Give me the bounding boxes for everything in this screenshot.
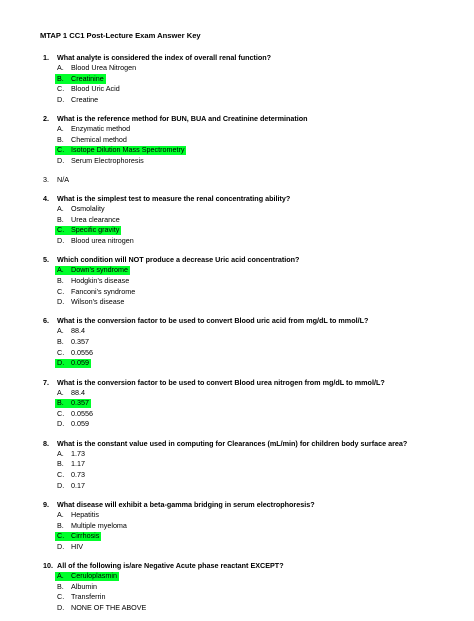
option-letter: B. (57, 275, 64, 285)
option-letter: D. (57, 155, 65, 165)
question-9 (0, 499, 474, 552)
answer-option (0, 481, 474, 492)
answer-option (0, 470, 474, 481)
question-list (0, 52, 474, 621)
document-title: MTAP 1 CC1 Post-Lecture Exam Answer Key (40, 31, 201, 40)
option-text: Ceruloplasmin (71, 571, 117, 581)
question-text: N/A (57, 175, 69, 185)
question-number: 8. (43, 438, 49, 448)
answer-option (0, 236, 474, 247)
question-text: What analyte is considered the index of overall renal function? (57, 53, 272, 62)
option-letter: D. (57, 602, 65, 612)
option-text: Chemical method (71, 134, 127, 144)
answer-option (0, 409, 474, 420)
option-text: Serum Electrophoresis (71, 155, 144, 165)
option-letter: C. (57, 531, 65, 541)
option-text: Blood Urea Nitrogen (71, 63, 137, 72)
answer-option (0, 124, 474, 135)
option-text: Hepatitis (71, 510, 99, 519)
option-text: 0.357 (71, 337, 89, 347)
option-text: Fanconi’s syndrome (71, 286, 136, 296)
answer-option (0, 326, 474, 337)
option-text: Down’s syndrome (71, 265, 128, 275)
option-letter: C. (57, 84, 65, 94)
question-4 (0, 193, 474, 246)
answer-option (0, 582, 474, 593)
option-text: Creatine (71, 94, 99, 104)
answer-option-correct (0, 265, 474, 276)
question-10 (0, 560, 474, 613)
option-letter: B. (57, 398, 64, 408)
option-text: Urea clearance (71, 214, 120, 224)
question-2 (0, 113, 474, 166)
option-text: Creatinine (71, 73, 104, 83)
option-text: 0.059 (71, 419, 89, 429)
question-text: All of the following is/are Negative Acute phase reactant EXCEPT? (57, 561, 284, 571)
answer-option (0, 135, 474, 146)
option-letter: B. (57, 337, 64, 347)
option-text: 88.4 (71, 387, 85, 397)
option-letter: A. (57, 265, 64, 275)
question-number: 1. (43, 53, 49, 62)
option-letter: B. (57, 134, 64, 144)
answer-option (0, 95, 474, 106)
option-text: 0.0556 (71, 347, 93, 357)
answer-option (0, 449, 474, 460)
answer-option (0, 204, 474, 215)
answer-option (0, 156, 474, 167)
option-letter: B. (57, 581, 64, 591)
option-text: 0.73 (71, 470, 85, 480)
answer-option (0, 287, 474, 298)
option-text: Specific gravity (71, 225, 120, 235)
option-text: Blood urea nitrogen (71, 235, 134, 245)
question-line (0, 377, 474, 388)
option-letter: A. (57, 448, 64, 458)
option-text: 1.17 (71, 459, 85, 469)
question-number: 10. (43, 561, 53, 571)
answer-option (0, 388, 474, 399)
option-text: Isotope Dilution Mass Spectrometry (71, 145, 185, 155)
answer-option-correct (0, 74, 474, 85)
option-letter: A. (57, 387, 64, 397)
question-7 (0, 377, 474, 430)
answer-option-correct (0, 225, 474, 236)
question-line (0, 174, 474, 185)
option-letter: A. (57, 124, 64, 134)
option-text: Transferrin (71, 592, 106, 602)
question-line (0, 193, 474, 204)
answer-option (0, 348, 474, 359)
option-letter: A. (57, 204, 64, 214)
option-letter: D. (57, 297, 65, 307)
option-letter: C. (57, 286, 65, 296)
question-text: What is the constant value used in computing for Clearances (mL/min) for children body surface area? (57, 438, 408, 448)
option-letter: D. (57, 541, 65, 551)
answer-option (0, 459, 474, 470)
option-letter: B. (57, 214, 64, 224)
option-text: Blood Uric Acid (71, 84, 120, 94)
answer-option (0, 592, 474, 603)
question-1 (0, 52, 474, 105)
question-line (0, 315, 474, 326)
question-number: 4. (43, 194, 49, 204)
question-text: What is the conversion factor to be used to convert Blood urea nitrogen from mg/dL to mmol/L? (57, 377, 385, 387)
question-number: 7. (43, 377, 49, 387)
option-letter: B. (57, 459, 64, 469)
option-text: Hodgkin’s disease (71, 275, 130, 285)
answer-option (0, 521, 474, 532)
answer-option (0, 542, 474, 553)
answer-option (0, 337, 474, 348)
option-letter: C. (57, 347, 65, 357)
option-letter: A. (57, 326, 64, 336)
option-letter: C. (57, 592, 65, 602)
question-8 (0, 438, 474, 491)
option-letter: D. (57, 235, 65, 245)
question-text: What is the conversion factor to be used to convert Blood uric acid from mg/dL to mmol/L? (57, 316, 369, 326)
question-line (0, 438, 474, 449)
option-text: Wilson’s disease (71, 297, 125, 307)
question-text: What is the reference method for BUN, BUA and Creatinine determination (57, 114, 308, 124)
question-text: Which condition will NOT produce a decrease Uric acid concentration? (57, 255, 300, 265)
option-text: 0.17 (71, 480, 85, 490)
answer-option (0, 215, 474, 226)
option-text: Enzymatic method (71, 124, 131, 134)
option-text: Cirrhosis (71, 531, 100, 541)
question-5 (0, 254, 474, 307)
answer-option-correct (0, 398, 474, 409)
answer-option (0, 276, 474, 287)
question-line (0, 560, 474, 571)
option-letter: A. (57, 510, 64, 519)
answer-option (0, 419, 474, 430)
question-number: 9. (43, 500, 49, 509)
answer-option-correct (0, 531, 474, 542)
option-letter: C. (57, 470, 65, 480)
answer-option-correct (0, 358, 474, 369)
option-text: 0.0556 (71, 408, 93, 418)
option-letter: C. (57, 408, 65, 418)
question-number: 6. (43, 316, 49, 326)
question-6 (0, 315, 474, 368)
question-line (0, 52, 474, 63)
answer-option (0, 297, 474, 308)
answer-option (0, 84, 474, 95)
option-letter: D. (57, 358, 65, 368)
option-text: 88.4 (71, 326, 85, 336)
option-letter: B. (57, 73, 64, 83)
question-number: 5. (43, 255, 49, 265)
option-letter: B. (57, 520, 64, 530)
answer-option (0, 63, 474, 74)
answer-option-correct (0, 145, 474, 156)
question-line (0, 254, 474, 265)
answer-option (0, 510, 474, 521)
option-text: Multiple myeloma (71, 520, 127, 530)
option-letter: C. (57, 145, 65, 155)
option-text: 1.73 (71, 448, 85, 458)
option-letter: A. (57, 63, 64, 72)
answer-option (0, 603, 474, 614)
question-number: 2. (43, 114, 49, 124)
option-text: HIV (71, 541, 83, 551)
question-number: 3. (43, 175, 49, 185)
option-text: 0.059 (71, 358, 89, 368)
option-text: Albumin (71, 581, 97, 591)
option-letter: C. (57, 225, 65, 235)
question-3 (0, 174, 474, 185)
option-letter: D. (57, 94, 65, 104)
option-letter: D. (57, 480, 65, 490)
option-text: Osmolality (71, 204, 105, 214)
option-text: NONE OF THE ABOVE (71, 602, 147, 612)
question-text: What is the simplest test to measure the renal concentrating ability? (57, 194, 291, 204)
question-line (0, 113, 474, 124)
question-line (0, 499, 474, 510)
answer-option-correct (0, 571, 474, 582)
question-text: What disease will exhibit a beta-gamma bridging in serum electrophoresis? (57, 500, 315, 509)
option-letter: A. (57, 571, 64, 581)
option-letter: D. (57, 419, 65, 429)
option-text: 0.357 (71, 398, 89, 408)
